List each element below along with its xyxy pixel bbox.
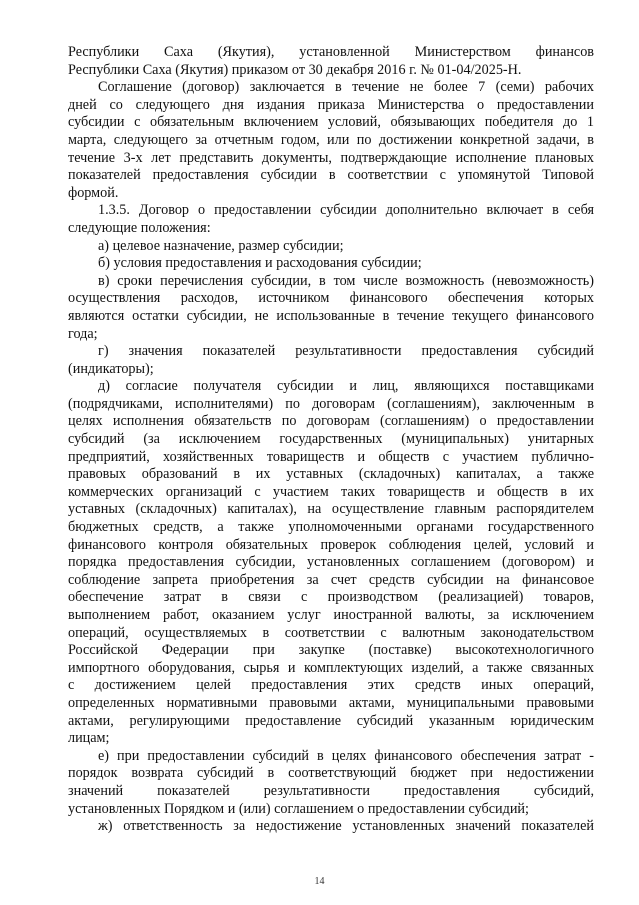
text-line: порядка предоставления субсидии, установленных соглашением (договором) и bbox=[68, 554, 594, 571]
text-line: формой. bbox=[68, 184, 119, 201]
text-line: являются остатки субсидии, не использованные в течение текущего финансового bbox=[68, 307, 594, 324]
text-line: уставных (складочных) капиталах), на осуществление главным распорядителем bbox=[68, 501, 594, 518]
text-line: следующие положения: bbox=[68, 219, 211, 236]
text-line: марта, следующего за отчетным годом, или по достижении конкретной задачи, в bbox=[68, 131, 594, 148]
text-line: соблюдение запрета приобретения за счет средств субсидии на финансовое bbox=[68, 571, 594, 588]
text-line: г) значения показателей результативности предоставления субсидий bbox=[98, 343, 594, 360]
text-line: предприятий, хозяйственных товариществ и обществ с участием публично- bbox=[68, 448, 594, 465]
text-line: финансового контроля обязательных проверок соблюдения целей, условий и bbox=[68, 536, 594, 553]
text-line: (индикаторы); bbox=[68, 360, 154, 377]
text-line: д) согласие получателя субсидии и лиц, являющихся поставщиками bbox=[98, 378, 594, 395]
text-line: в) сроки перечисления субсидии, в том числе возможность (невозможность) bbox=[98, 272, 594, 289]
text-line: Республики Саха (Якутия), установленной Министерством финансов bbox=[68, 44, 594, 60]
text-line: Российской Федерации при закупке (поставке) высокотехнологичного bbox=[68, 642, 594, 659]
text-line: дней со следующего дня издания приказа Министерства о предоставлении bbox=[68, 96, 594, 113]
document-body-text bbox=[68, 44, 594, 836]
text-line: осуществления расходов, источником финансового обеспечения которых bbox=[68, 290, 594, 307]
text-line: 1.3.5. Договор о предоставлении субсидии дополнительно включает в себя bbox=[98, 202, 594, 219]
text-line: импортного оборудования, сырья и комплектующих изделий, а также связанных bbox=[68, 659, 594, 676]
text-line: Республики Саха (Якутия) приказом от 30 декабря 2016 г. № 01-04/2025-Н. bbox=[68, 61, 522, 78]
text-line: правовых образований в их уставных (складочных) капиталах, а также bbox=[68, 466, 594, 483]
text-line: субсидии с обязательным включением условий, обязывающих победителя до 1 bbox=[68, 114, 594, 131]
text-line: коммерческих организаций с участием таких товариществ и обществ в их bbox=[68, 483, 594, 500]
text-line: лицам; bbox=[68, 730, 110, 747]
text-line: года; bbox=[68, 325, 98, 342]
text-line: бюджетных средств, а также уполномоченными органами государственного bbox=[68, 519, 594, 536]
text-line: течение 3-х лет представить документы, подтверждающие исполнение плановых bbox=[68, 149, 594, 166]
text-line: а) целевое назначение, размер субсидии; bbox=[98, 237, 344, 254]
text-line: актами, регулирующими предоставление субсидий указанным юридическим bbox=[68, 712, 594, 729]
text-line: с достижением целей предоставления этих средств иных операций, bbox=[68, 677, 594, 694]
page-number: 14 bbox=[314, 876, 325, 887]
text-line: операций, осуществляемых в соответствии с валютным законодательством bbox=[68, 624, 594, 641]
text-line: целях исполнения обязательств по договорам (соглашениям) о предоставлении bbox=[68, 413, 594, 430]
text-line: определенных нормативными правовыми актами, муниципальными правовыми bbox=[68, 694, 594, 711]
text-line: обеспечение затрат в связи с производством (реализацией) товаров, bbox=[68, 589, 594, 606]
text-line: субсидий (за исключением государственных (муниципальных) унитарных bbox=[68, 431, 594, 448]
text-line: е) при предоставлении субсидий в целях финансового обеспечения затрат - bbox=[98, 747, 594, 764]
text-line: (подрядчиками, исполнителями) по договорам (соглашениям), заключенным в bbox=[68, 395, 594, 412]
text-line: ж) ответственность за недостижение установленных значений показателей bbox=[98, 818, 594, 835]
text-line: показателей предоставления субсидии в соответствии с упомянутой Типовой bbox=[68, 167, 594, 184]
text-line: порядок возврата субсидий в соответствующий бюджет при недостижении bbox=[68, 765, 594, 782]
text-line: значений показателей результативности предоставления субсидий, bbox=[68, 782, 594, 799]
text-line: б) условия предоставления и расходования субсидии; bbox=[98, 255, 422, 272]
text-line: Соглашение (договор) заключается в течение не более 7 (семи) рабочих bbox=[98, 79, 594, 96]
text-line: выполнением работ, оказанием услуг иностранной валюты, за исключением bbox=[68, 607, 594, 623]
text-line: установленных Порядком и (или) соглашением о предоставлении субсидий; bbox=[68, 800, 529, 817]
